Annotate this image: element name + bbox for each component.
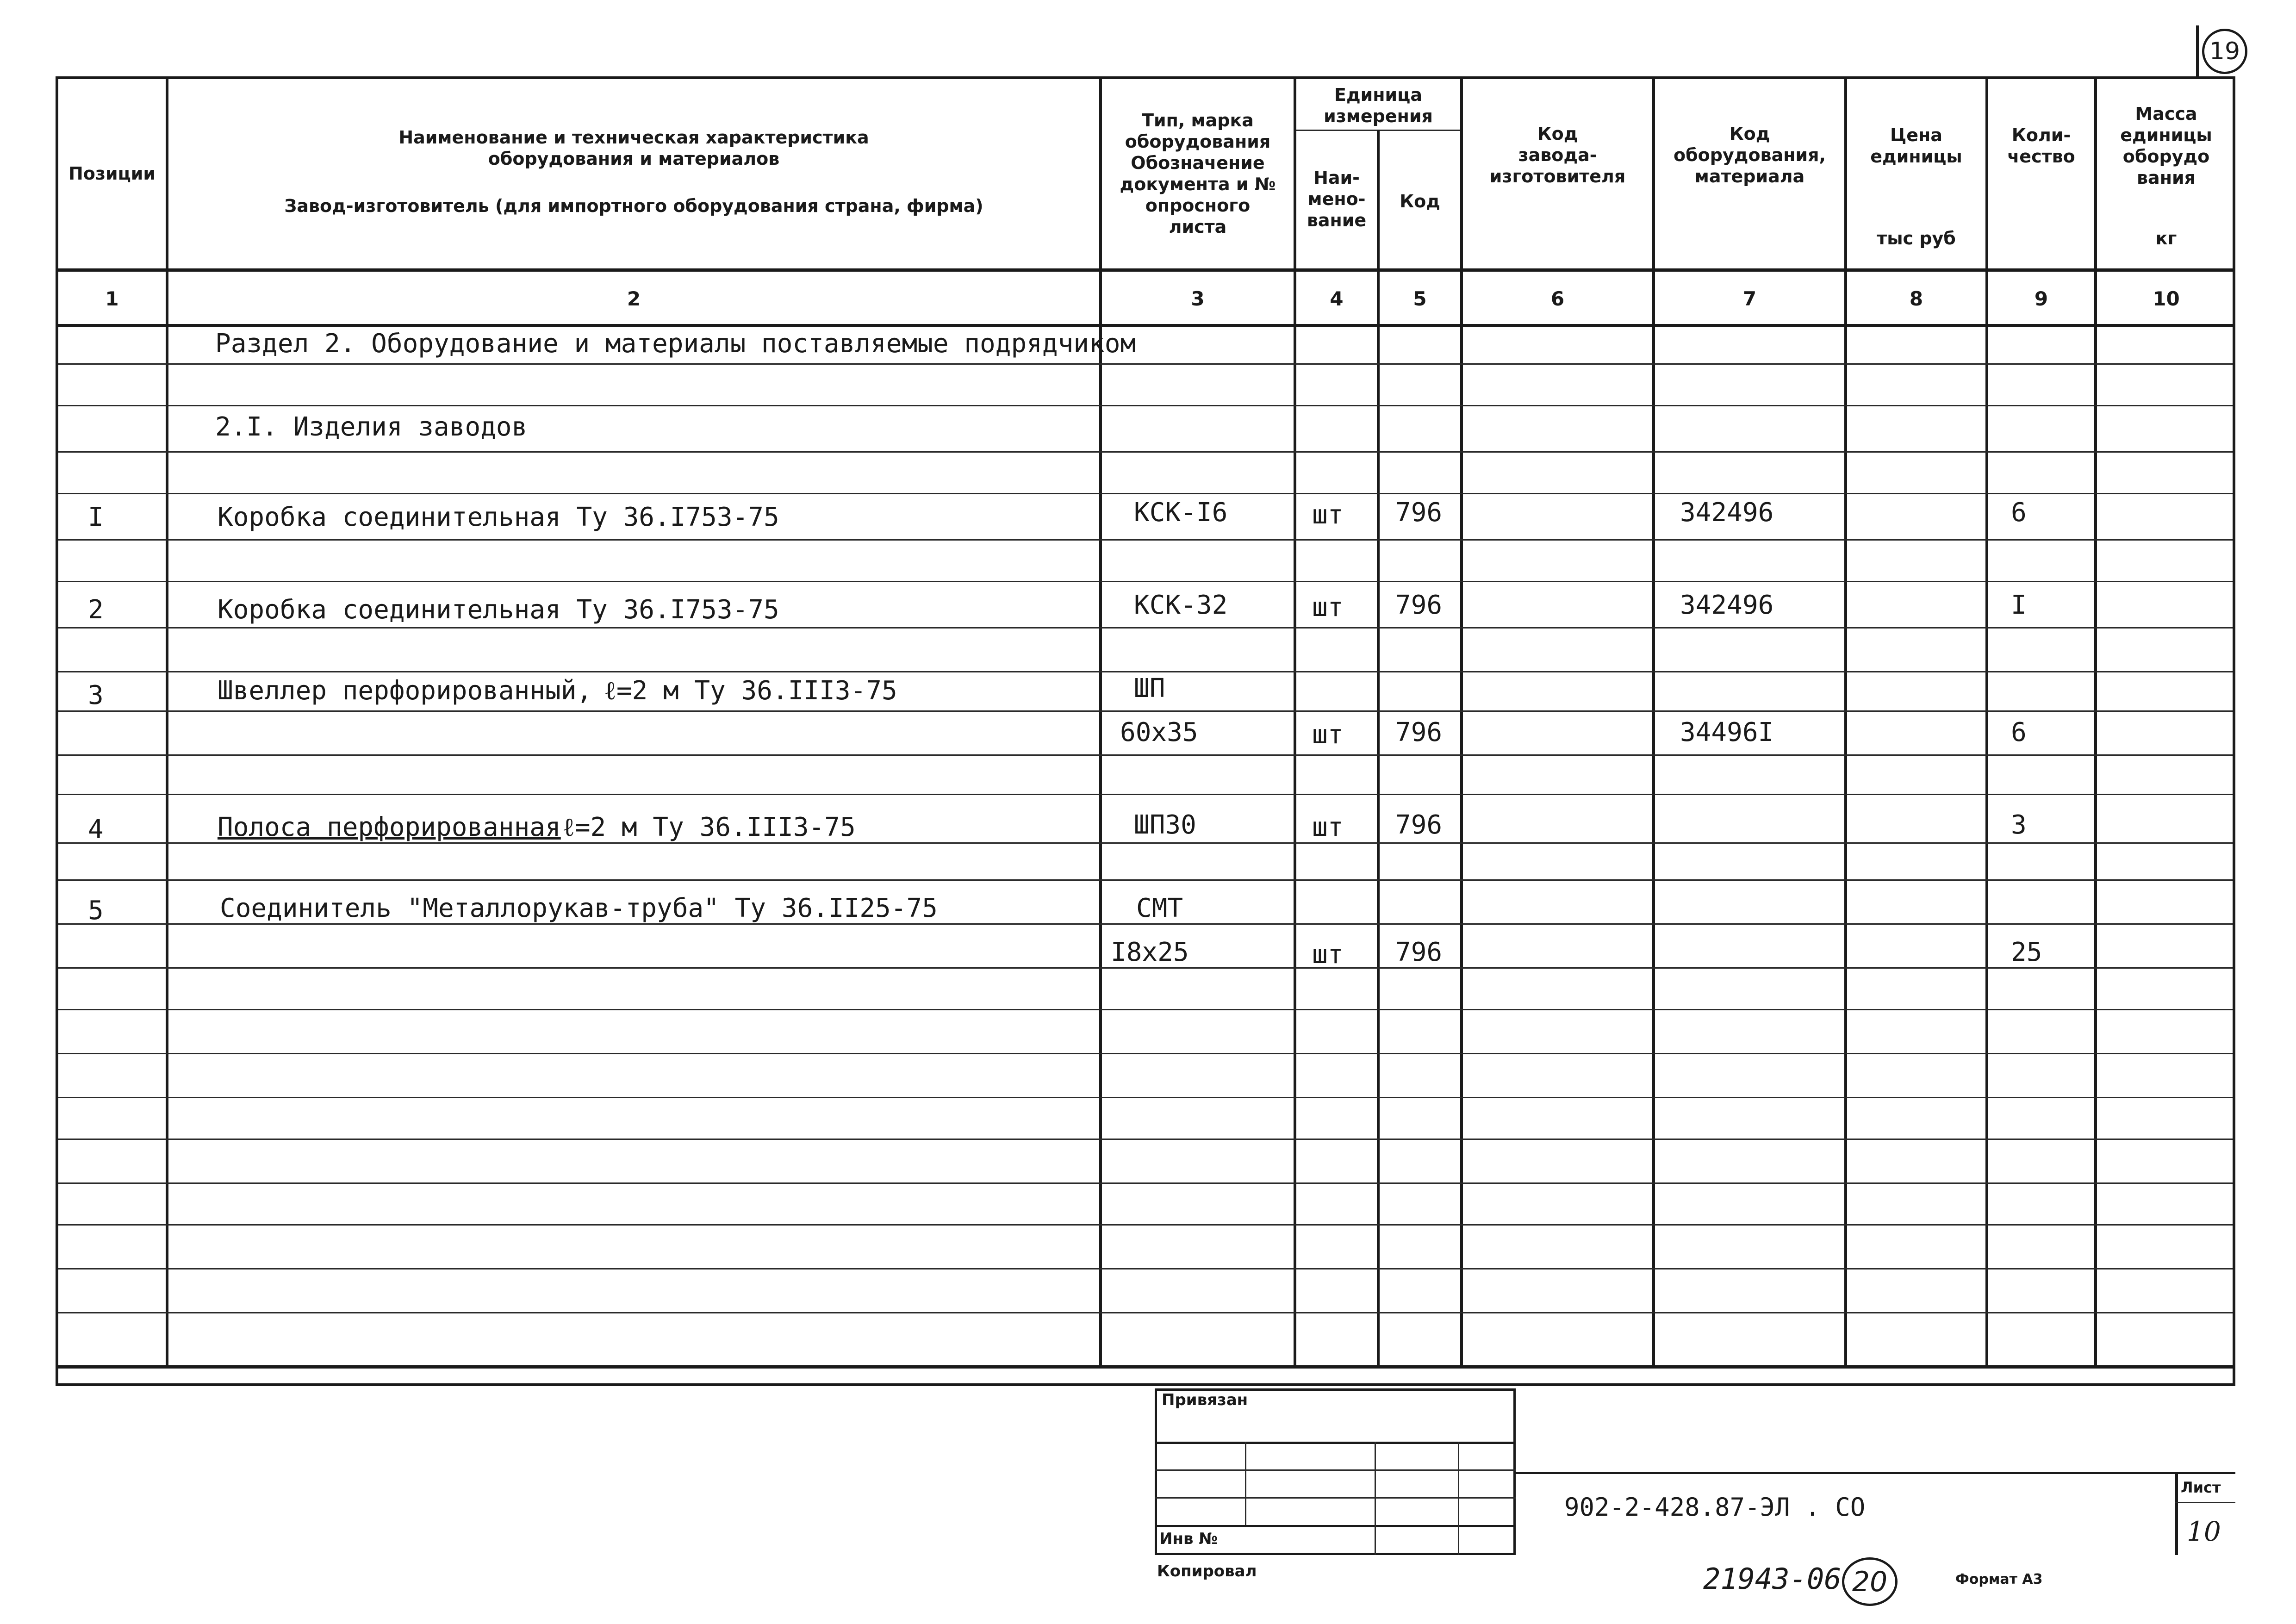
row-5-code: 796 [1395,937,1443,967]
stamp-vline-3 [1458,1442,1459,1555]
row-1-unit: шт [1312,500,1344,530]
header-factory-code: Код завода- изготовителя [1489,124,1626,187]
page-number-bar [2196,25,2199,76]
stamp-vline-1 [1245,1442,1246,1525]
col-line-6 [1652,76,1655,1368]
row-4-quantity: 3 [2011,810,2027,840]
row-line [58,754,2233,756]
row-line [58,923,2233,925]
stamp-format: Формат А3 [1955,1571,2043,1587]
col-line-1 [166,76,168,1368]
row-1-code: 796 [1395,498,1443,528]
colnum-7: 7 [1742,287,1757,310]
row-5-position: 5 [88,896,104,926]
row-3-position: 3 [88,680,104,710]
row-4-code: 796 [1395,810,1443,840]
row-2-equipment-code: 342496 [1680,590,1774,620]
col-line-8 [1985,76,1988,1368]
row-5-name: Соединитель "Металлорукав-труба" Ту 36.II25-75 [220,893,938,923]
section-title: Раздел 2. Оборудование и материалы поставляемые подрядчиком [215,329,1136,359]
col-line-2 [1099,76,1102,1368]
stamp-line-4 [1155,1525,1516,1527]
row-line [58,451,2233,453]
row-3-type-size: 60x35 [1120,717,1198,747]
row-line [58,363,2233,365]
header-position: Позиции [68,163,156,184]
row-3-code: 796 [1395,717,1443,747]
row-line [58,627,2233,628]
col-line-7 [1844,76,1847,1368]
stamp-line-1 [1155,1442,1516,1444]
header-manufacturer: Завод-изготовитель (для импортного оборудования страна, фирма) [284,196,983,216]
colnum-bottom-line [56,324,2235,327]
row-line [58,967,2233,969]
row-2-unit: шт [1312,592,1344,622]
header-unit: Единица измерения [1324,84,1433,126]
subsection-title: 2.I. Изделия заводов [215,412,528,442]
row-3-quantity: 6 [2011,717,2027,747]
stamp-line-2 [1155,1469,1516,1471]
row-1-type: КСК-I6 [1134,498,1228,528]
header-unit-code: Код [1400,191,1440,212]
row-5-type-size: I8x25 [1111,937,1189,967]
stamp-doc-top-line [1516,1472,2235,1474]
row-2-type: КСК-32 [1134,590,1228,620]
stamp-list-label: Лист [2181,1479,2221,1496]
row-3-name-length: ℓ=2 м Ту 36.III3-75 [604,676,897,706]
col-line-5 [1460,76,1463,1368]
row-1-equipment-code: 342496 [1680,498,1774,528]
header-unit-name: Наи- мено- вание [1307,168,1367,230]
header-bottom-line [56,268,2235,272]
stamp-circle [1842,1557,1898,1606]
row-line [58,493,2233,494]
stamp-list-number: 10 [2187,1516,2221,1547]
row-1-name: Коробка соединительная Ту 36.I753-75 [218,502,779,532]
row-line [58,1312,2233,1313]
row-line [58,1139,2233,1140]
colnum-5: 5 [1413,287,1427,310]
page-number: 19 [2209,37,2240,65]
colnum-3: 3 [1191,287,1205,310]
row-4-name-length: ℓ=2 м Ту 36.III3-75 [562,812,856,842]
row-3-equipment-code: 34496I [1680,717,1774,747]
header-equipment-code: Код оборудования, материала [1674,124,1826,187]
header-name: Наименование и техническая характеристика оборудования и материалов [398,127,869,169]
row-line [58,671,2233,672]
row-line [58,1097,2233,1098]
row-2-code: 796 [1395,590,1443,620]
row-3-unit: шт [1312,720,1344,750]
col-line-9 [2094,76,2097,1368]
stamp-line-3 [1155,1497,1516,1499]
page-number-circle [2202,29,2247,74]
row-line [58,1268,2233,1269]
row-5-unit: шт [1312,940,1344,970]
stamp-vline-2 [1375,1442,1376,1555]
row-3-type: ШП [1134,673,1165,703]
colnum-9: 9 [2034,287,2048,310]
row-line [58,1053,2233,1054]
colnum-10: 10 [2153,287,2180,310]
header-price-unit: тыс руб [1877,228,1956,249]
header-mass: Масса единицы оборудо вания [2120,104,2212,188]
row-4-type: ШП30 [1134,810,1196,840]
row-line [58,842,2233,844]
row-line [58,539,2233,541]
stamp-privyazan: Привязан [1162,1391,1248,1409]
header-mass-unit: кг [2155,228,2177,249]
row-5-type: СМТ [1136,893,1183,923]
stamp-kopiroval: Копировал [1157,1562,1257,1580]
stamp-doc-code: 902-2-428.87-ЭЛ . СО [1564,1493,1866,1522]
row-5-quantity: 25 [2011,937,2042,967]
stamp-circle-number: 20 [1852,1565,1888,1598]
colnum-6: 6 [1550,287,1565,310]
row-1-quantity: 6 [2011,498,2027,528]
stamp-inv: Инв № [1159,1530,1218,1548]
header-type: Тип, марка оборудования Обозначение документа и № опросного листа [1120,110,1276,237]
colnum-1: 1 [105,287,119,310]
colnum-2: 2 [627,287,641,310]
row-2-position: 2 [88,595,104,625]
header-quantity: Коли- чество [2007,125,2075,167]
row-line [58,405,2233,406]
row-3-name: Швеллер перфорированный, [218,676,592,706]
row-line [58,1224,2233,1226]
row-line [58,1009,2233,1010]
colnum-8: 8 [1909,287,1923,310]
stamp-list-hline [2175,1502,2235,1503]
row-line [58,581,2233,582]
colnum-4: 4 [1330,287,1344,310]
row-line [58,879,2233,881]
stamp-list-vline [2175,1472,2178,1555]
row-4-unit: шт [1312,812,1344,842]
row-line [58,710,2233,712]
row-4-position: 4 [88,815,104,845]
row-1-position: I [88,502,104,532]
body-bottom-line [56,1365,2235,1369]
row-2-name: Коробка соединительная Ту 36.I753-75 [218,595,779,625]
row-4-name: Полоса перфорированная [218,812,561,842]
col-line-3 [1294,76,1296,1368]
header-price: Цена единицы [1870,125,1962,167]
row-2-quantity: I [2011,590,2027,620]
stamp-bottom-number: 21943-06 [1703,1562,1842,1596]
row-line [58,1182,2233,1184]
row-line [58,794,2233,795]
